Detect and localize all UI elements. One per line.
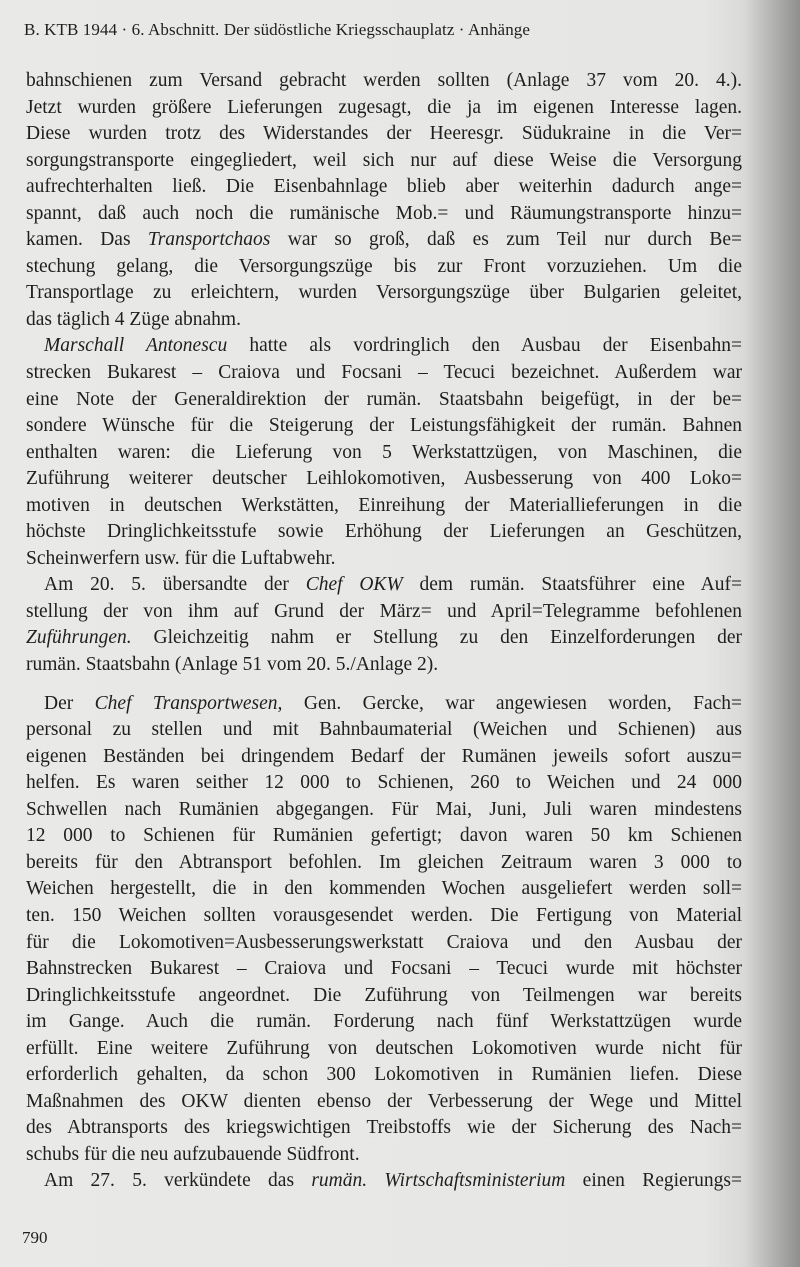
text-run: Diese wurden trotz des Widerstandes der Heeresgr. Südukraine in die Ver= — [26, 123, 742, 145]
text-run: 12 000 to Schienen für Rumänien gefertigt; davon waren 50 km Schienen — [26, 825, 742, 847]
text-run: einen Regierungs= — [565, 1170, 742, 1192]
text-line — [26, 625, 742, 652]
text-line — [26, 691, 742, 718]
text-run: Am 27. 5. verkündete das — [44, 1170, 312, 1192]
text-line — [26, 797, 742, 824]
text-run: Maßnahmen des OKW dienten ebenso der Verbesserung der Wege und Mittel — [26, 1090, 742, 1112]
text-run: Zuführung weiterer deutscher Leihlokomotiven, Ausbesserung von 400 Loko= — [26, 468, 742, 490]
text-run: sondere Wünsche für die Steigerung der Leistungsfähigkeit der rumän. Bahnen — [26, 415, 742, 437]
paragraph — [26, 68, 742, 333]
paragraph — [26, 691, 742, 1169]
text-run: Dringlichkeitsstufe angeordnet. Die Zuführung von Teilmengen war bereits — [26, 984, 742, 1006]
text-run: Bahnstrecken Bukarest – Craiova und Focsani – Tecuci wurde mit höchster — [26, 958, 742, 980]
body-text — [26, 68, 742, 1195]
text-line — [26, 148, 742, 175]
text-run: Jetzt wurden größere Lieferungen zugesagt, die ja im eigenen Interesse lagen. — [26, 96, 742, 118]
text-run: eine Note der Generaldirektion der rumän. Staatsbahn beigefügt, in der be= — [26, 388, 742, 410]
italic-text-run: Chef OKW — [305, 574, 403, 596]
text-line — [26, 466, 742, 493]
text-run: Am 20. 5. übersandte der — [44, 574, 306, 596]
text-run: für die Lokomotiven=Ausbesserungswerkstatt Craiova und den Ausbau der — [26, 931, 742, 953]
text-line — [26, 930, 742, 957]
text-run: Der — [44, 692, 95, 714]
text-run: Weichen hergestellt, die in den kommenden Wochen ausgeliefert werden soll= — [26, 878, 742, 900]
text-line — [26, 387, 742, 414]
text-line — [26, 983, 742, 1010]
text-line — [26, 254, 742, 281]
text-run: Schwellen nach Rumänien abgegangen. Für Mai, Juni, Juli waren mindestens — [26, 798, 742, 820]
text-run: spannt, daß auch noch die rumänische Mob.= und Räumungstransporte hinzu= — [26, 202, 742, 224]
text-run: helfen. Es waren seither 12 000 to Schienen, 260 to Weichen und 24 000 — [26, 772, 742, 794]
text-line — [26, 440, 742, 467]
text-line — [26, 121, 742, 148]
paragraph — [26, 1168, 742, 1195]
text-run: stechung gelang, die Versorgungszüge bis zur Front vorzuziehen. Um die — [26, 255, 742, 277]
text-line — [26, 174, 742, 201]
text-line — [26, 1142, 742, 1169]
text-line — [26, 1115, 742, 1142]
text-line — [26, 227, 742, 254]
text-run: stellung der von ihm auf Grund der März= und April=Telegramme befohlenen — [26, 600, 742, 622]
text-run: schubs für die neu aufzubauende Südfront. — [26, 1143, 360, 1165]
text-run: Gleichzeitig nahm er Stellung zu den Einzelforderungen der — [131, 627, 742, 649]
running-head: B. KTB 1944 · 6. Abschnitt. Der südöstliche Kriegsschauplatz · Anhänge — [24, 20, 531, 39]
text-line — [26, 823, 742, 850]
text-line — [26, 519, 742, 546]
text-line — [26, 903, 742, 930]
text-line — [26, 956, 742, 983]
text-line — [26, 280, 742, 307]
text-run: sorgungstransporte eingegliedert, weil sich nur auf diese Weise die Versorgung — [26, 149, 742, 171]
page-number: 790 — [22, 1228, 48, 1247]
italic-text-run: rumän. Wirtschaftsministerium — [311, 1170, 566, 1192]
text-line — [26, 744, 742, 771]
text-run: enthalten waren: die Lieferung von 5 Werkstattzügen, von Maschinen, die — [26, 441, 742, 463]
text-line — [26, 1062, 742, 1089]
text-line — [26, 652, 742, 679]
text-run: bereits für den Abtransport befohlen. Im gleichen Zeitraum waren 3 000 to — [26, 851, 742, 873]
text-line — [26, 876, 742, 903]
text-run: Scheinwerfern usw. für die Luftabwehr. — [26, 547, 336, 569]
text-run: bahnschienen zum Versand gebracht werden sollten (Anlage 37 vom 20. 4.). — [26, 70, 742, 91]
text-line — [26, 546, 742, 573]
text-line — [26, 1168, 742, 1195]
italic-text-run: Zuführungen. — [26, 627, 132, 649]
text-run: Gen. Gercke, war angewiesen worden, Fach= — [282, 692, 742, 714]
text-run: war so groß, daß es zum Teil nur durch Be= — [270, 229, 742, 251]
paragraph — [26, 333, 742, 572]
text-run: eigenen Beständen bei dringendem Bedarf der Rumänen jeweils sofort auszu= — [26, 745, 742, 767]
text-line — [26, 201, 742, 228]
paragraph-gap — [26, 679, 742, 691]
italic-text-run: Marschall Antonescu — [44, 335, 228, 357]
text-run: höchste Dringlichkeitsstufe sowie Erhöhung der Lieferungen an Geschützen, — [26, 521, 742, 543]
text-run: strecken Bukarest – Craiova und Focsani – Tecuci bezeichnet. Außerdem war — [26, 362, 742, 384]
text-run: hatte als vordringlich den Ausbau der Eisenbahn= — [227, 335, 742, 357]
text-line — [26, 68, 742, 95]
text-run: erfüllt. Eine weitere Zuführung von deutschen Lokomotiven wurde nicht für — [26, 1037, 742, 1059]
text-run: motiven in deutschen Werkstätten, Einreihung der Materiallieferungen in die — [26, 494, 742, 516]
text-run: aufrechterhalten ließ. Die Eisenbahnlage blieb aber weiterhin dadurch ange= — [26, 176, 742, 198]
text-run: personal zu stellen und mit Bahnbaumaterial (Weichen und Schienen) aus — [26, 719, 742, 741]
text-line — [26, 1009, 742, 1036]
text-run: kamen. Das — [26, 229, 148, 251]
text-line — [26, 850, 742, 877]
text-line — [26, 599, 742, 626]
text-line — [26, 307, 742, 334]
text-line — [26, 413, 742, 440]
text-run: rumän. Staatsbahn (Anlage 51 vom 20. 5./Anlage 2). — [26, 654, 439, 676]
text-line — [26, 95, 742, 122]
text-line — [26, 572, 742, 599]
text-run: im Gange. Auch die rumän. Forderung nach fünf Werkstattzügen wurde — [26, 1011, 742, 1033]
text-run: erforderlich gehalten, da schon 300 Lokomotiven in Rumänien liefen. Diese — [26, 1064, 742, 1086]
text-run: dem rumän. Staatsführer eine Auf= — [402, 574, 742, 596]
paragraph — [26, 572, 742, 678]
text-line — [26, 1089, 742, 1116]
text-line — [26, 493, 742, 520]
italic-text-run: Transportchaos — [147, 229, 271, 251]
text-line — [26, 717, 742, 744]
text-line — [26, 770, 742, 797]
text-line — [26, 360, 742, 387]
text-run: das täglich 4 Züge abnahm. — [26, 308, 241, 330]
text-run: des Abtransports des kriegswichtigen Treibstoffs wie der Sicherung des Nach= — [26, 1117, 742, 1139]
text-line — [26, 1036, 742, 1063]
text-line — [26, 333, 742, 360]
text-run: Transportlage zu erleichtern, wurden Versorgungszüge über Bulgarien geleitet, — [26, 282, 742, 304]
text-run: ten. 150 Weichen sollten vorausgesendet werden. Die Fertigung von Material — [26, 904, 742, 926]
italic-text-run: Chef Transportwesen, — [94, 692, 283, 714]
